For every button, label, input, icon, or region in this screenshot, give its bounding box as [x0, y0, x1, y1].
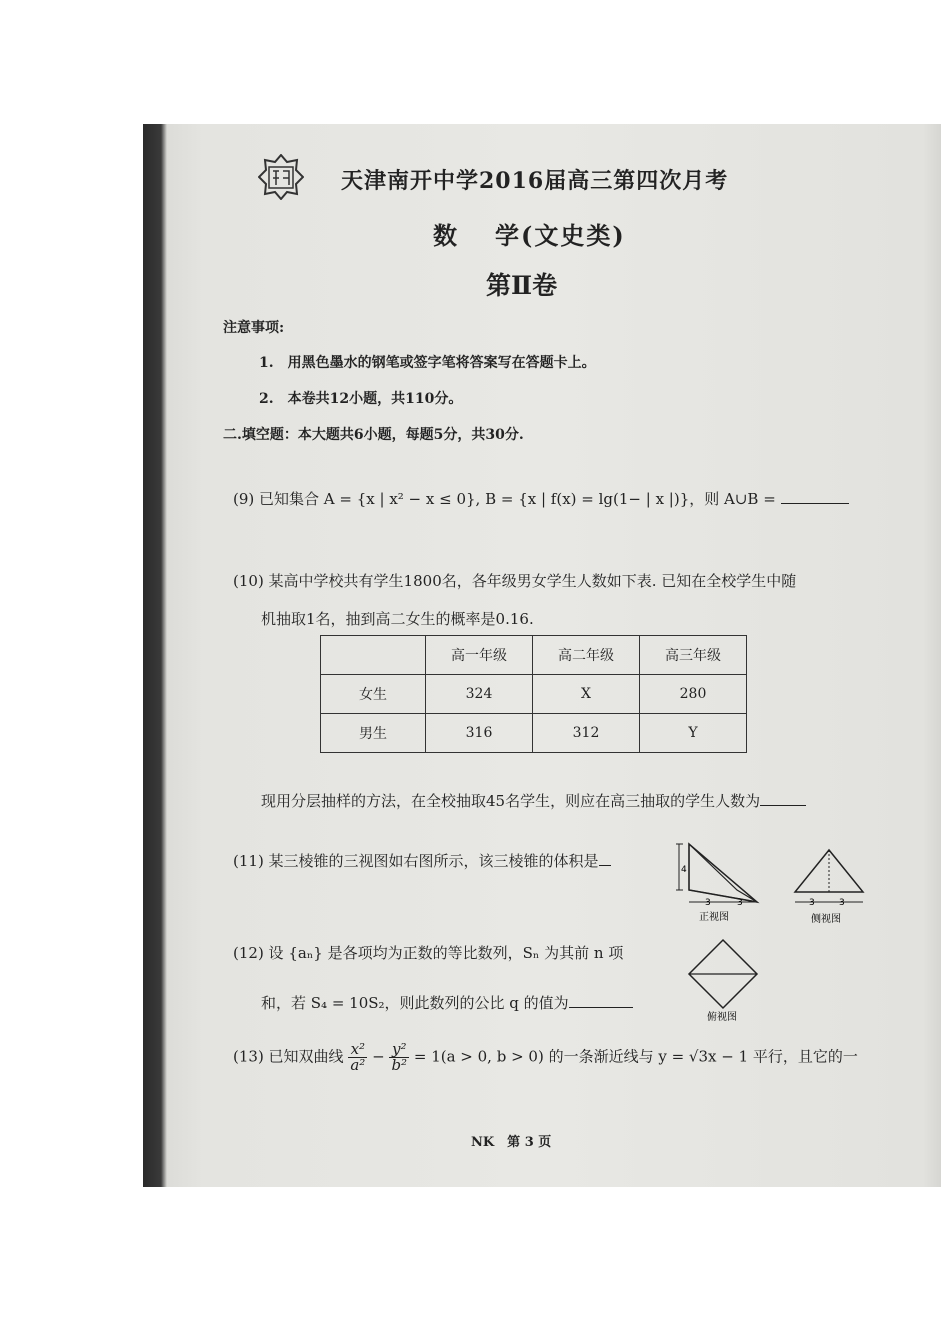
table-cell: 女生: [321, 675, 426, 714]
q10-line-1: (10) 某高中学校共有学生1800名，各年级男女学生人数如下表. 已知在全校学生中随: [233, 572, 797, 590]
fraction-y-numerator: y²: [389, 1042, 409, 1058]
table-cell: 280: [640, 675, 747, 714]
exam-title: 天津南开中学2016届高三第四次月考: [341, 168, 729, 194]
notes-item-2: 2. 本卷共12小题，共110分。: [259, 391, 463, 407]
q12-line-2-text: 和，若 S₄ = 10S₂，则此数列的公比 q 的值为: [261, 994, 569, 1012]
table-row: [321, 675, 747, 714]
table-header-cell: [321, 636, 426, 675]
table-cell: Y: [640, 714, 747, 753]
q10-line-3-text: 现用分层抽样的方法，在全校抽取45名学生，则应在高三抽取的学生人数为: [261, 792, 761, 810]
notes-item-1: 1. 用黑色墨水的钢笔或签字笔将答案写在答题卡上。: [259, 355, 596, 371]
page-footer: NK 第 3 页: [471, 1135, 552, 1150]
q10-line-3: [261, 790, 806, 811]
side-view-diagram: [789, 846, 873, 930]
exam-subject: [433, 216, 626, 251]
section-heading: 二.填空题：本大题共6小题，每题5分，共30分.: [223, 427, 524, 443]
height-dimension-label: 4: [681, 865, 687, 875]
fraction-x: [348, 1042, 367, 1073]
q10-line-2: 机抽取1名，抽到高二女生的概率是0.16.: [261, 610, 534, 628]
exam-paper: [143, 124, 941, 1187]
top-view-caption: 俯视图: [707, 1012, 737, 1022]
q9-text: (9) 已知集合 A = {x | x² − x ≤ 0}, B = {x | f(x) = lg(1− | x |)}，则 A∪B =: [233, 490, 776, 508]
q12-answer-blank: [569, 1007, 633, 1008]
q10-answer-blank: [760, 805, 806, 806]
subject-rest: 学(文史类): [495, 221, 626, 250]
table-cell: 316: [426, 714, 533, 753]
table-header-cell: 高一年级: [426, 636, 533, 675]
question-11: [233, 850, 611, 871]
front-view-outline: [689, 844, 757, 902]
school-logo: [258, 154, 304, 200]
notes-heading: 注意事项:: [223, 320, 285, 336]
side-view-caption: 侧视图: [811, 914, 841, 925]
q12-line-1: (12) 设 {aₙ} 是各项均为正数的等比数列，Sₙ 为其前 n 项: [233, 944, 624, 962]
q12-line-2: [261, 992, 633, 1013]
side-left-dimension-label: 3: [809, 898, 815, 908]
grade-table: [320, 635, 747, 753]
table-header-row: [321, 636, 747, 675]
left-dimension-label: 3: [705, 898, 711, 908]
table-cell: X: [533, 675, 640, 714]
subject-char-1: 数: [433, 221, 459, 250]
table-header-cell: 高二年级: [533, 636, 640, 675]
table-cell: 男生: [321, 714, 426, 753]
q9-answer-blank: [781, 503, 849, 504]
top-view-diagram: [687, 936, 767, 1022]
table-header-cell: 高三年级: [640, 636, 747, 675]
question-9: [233, 488, 849, 509]
q13-minus: −: [372, 1047, 385, 1066]
front-view-caption: 正视图: [699, 912, 729, 923]
q11-text: (11) 某三棱锥的三视图如右图所示，该三棱锥的体积是: [233, 852, 599, 870]
q11-answer-blank: [599, 865, 611, 866]
table-cell: 312: [533, 714, 640, 753]
q13-suffix: = 1(a > 0, b > 0) 的一条渐近线与 y = √3x − 1 平行，且它的一: [413, 1047, 858, 1066]
front-view-diagram: [675, 836, 771, 926]
fraction-x-numerator: x²: [348, 1042, 367, 1058]
table-row: [321, 714, 747, 753]
table-cell: 324: [426, 675, 533, 714]
volume-label: 第Ⅱ卷: [486, 271, 558, 300]
right-dimension-label: 3: [737, 898, 743, 908]
side-right-dimension-label: 3: [839, 898, 845, 908]
fraction-x-denominator: a²: [350, 1056, 366, 1074]
q13-prefix: (13) 已知双曲线: [233, 1047, 344, 1066]
fraction-y: [389, 1042, 409, 1073]
photographed-page: [143, 124, 941, 1187]
question-13: [233, 1042, 858, 1073]
fraction-y-denominator: b²: [391, 1056, 408, 1074]
